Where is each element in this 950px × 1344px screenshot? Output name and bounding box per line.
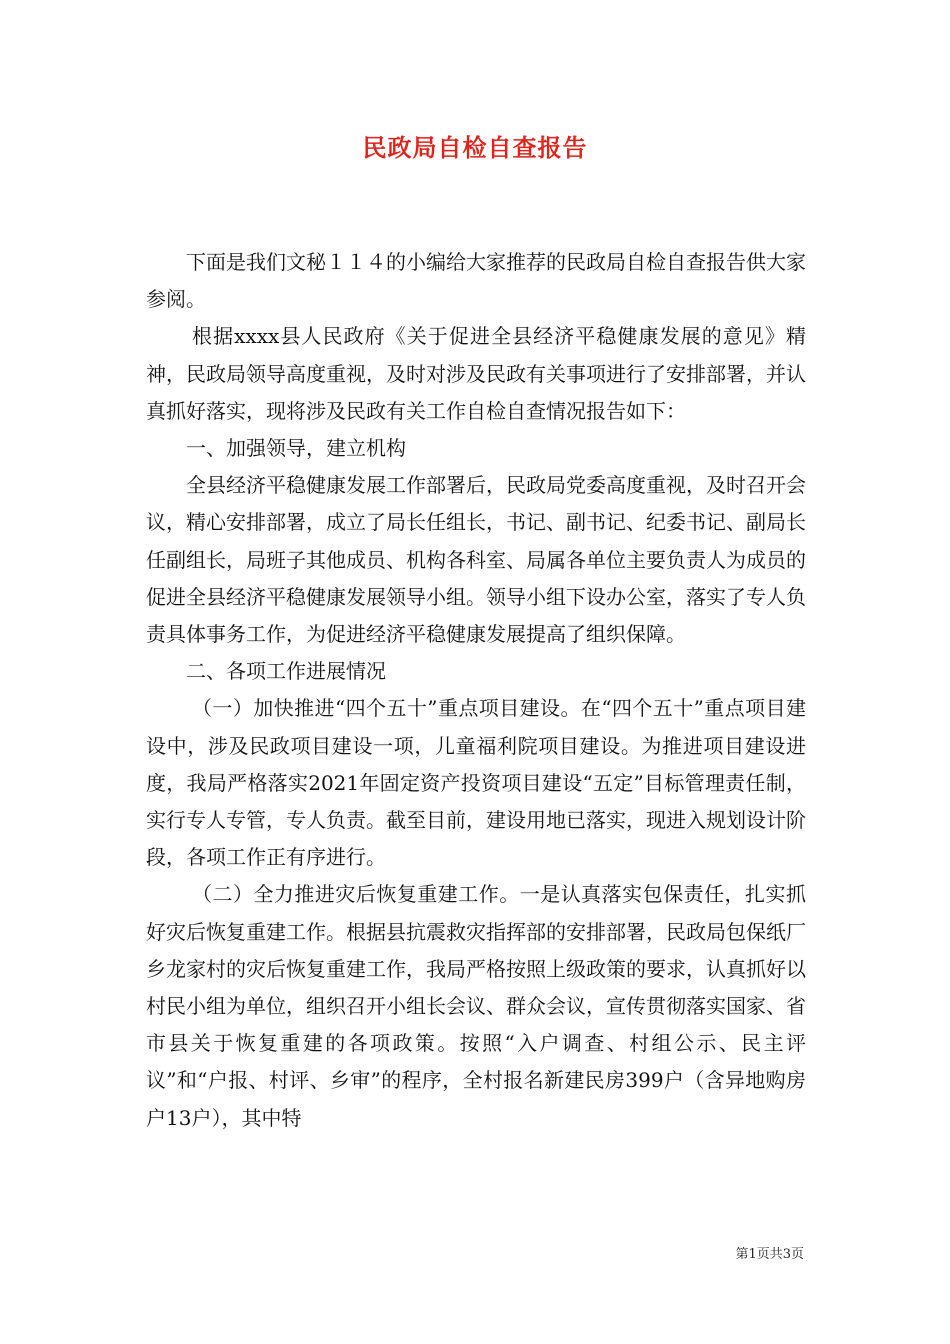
paragraph-intro: 下面是我们文秘１１４的小编给大家推荐的民政局自检自查报告供大家参阅。 [146, 250, 806, 312]
document-title: 民政局自检自查报告 [362, 133, 588, 162]
section-heading-2: 二、各项工作进展情况 [186, 659, 386, 684]
paragraph-project-construction: （一）加快推进“四个五十”重点项目建设。在“四个五十”重点项目建设中，涉及民政项目建设一项，儿童福利院项目建设。为推进项目建设进度，我局严格落实2021年固定资产投资项目建设“五定”目标管理责任制，实行专人专管，专人负责。截至目前，建设用地已落实，现进入规划设计阶段，各项工作正有序进行。 [146, 696, 806, 870]
paragraph-basis: 根据xxxx县人民政府《关于促进全县经济平稳健康发展的意见》精神，民政局领导高度重视，及时对涉及民政有关事项进行了安排部署，并认真抓好落实，现将涉及民政有关工作自检自查情况报告如下： [146, 324, 806, 423]
paragraph-leadership: 全县经济平稳健康发展工作部署后，民政局党委高度重视，及时召开会议，精心安排部署，成立了局长任组长，书记、副书记、纪委书记、副局长任副组长，局班子其他成员、机构各科室、局属各单位主要负责人为成员的促进全县经济平稳健康发展领导小组。领导小组下设办公室，落实了专人负责具体事务工作，为促进经济平稳健康发展提高了组织保障。 [146, 473, 806, 647]
paragraph-reconstruction: （二）全力推进灾后恢复重建工作。一是认真落实包保责任，扎实抓好灾后恢复重建工作。根据县抗震救灾指挥部的安排部署，民政局包保纸厂乡龙家村的灾后恢复重建工作，我局严格按照上级政策的要求，认真抓好以村民小组为单位，组织召开小组长会议、群众会议，宣传贯彻落实国家、省市县关于恢复重建的各项政策。按照“入户调查、村组公示、民主评议”和“户报、村评、乡审”的程序，全村报名新建民房399户（含异地购房户13户），其中特 [146, 882, 806, 1130]
section-heading-1: 一、加强领导，建立机构 [186, 436, 406, 461]
page-number: 第1页共3页 [735, 1247, 804, 1262]
document-body [146, 244, 806, 1137]
